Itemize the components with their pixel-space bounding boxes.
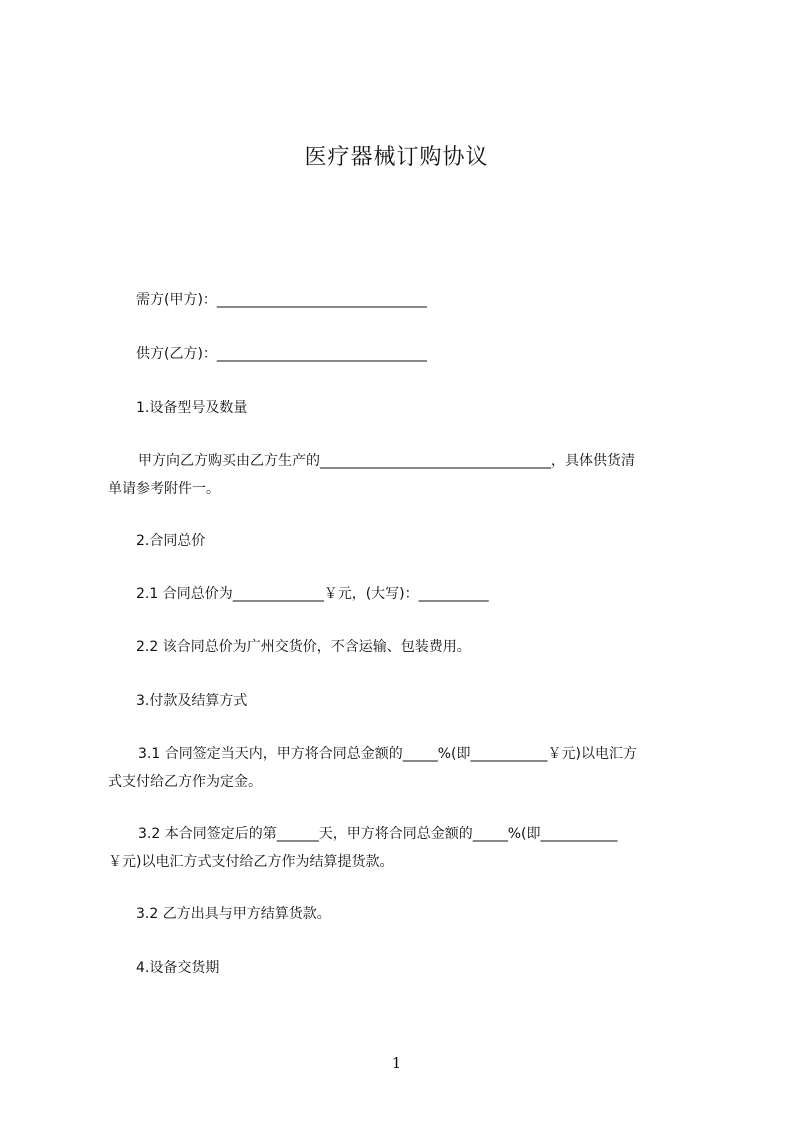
section3-2b-line: 3.2 乙方出具与甲方结算货款。 [136,906,331,922]
section3-2a-row2: ￥元)以电汇方式支付给乙方作为结算提货款。 [108,854,394,870]
section1-paragraph-row2: 单请参考附件一。 [108,481,220,497]
section1-heading: 1.设备型号及数量 [136,400,248,416]
section3-2a-row1: 3.2 本合同签定后的第______天，甲方将合同总金额的_____%(即___________ [138,826,618,842]
section1-paragraph [108,447,708,503]
document-title: 医疗器械订购协议 [304,145,489,170]
section1-paragraph-row1: 甲方向乙方购买由乙方生产的_________________________________，具体供货清 [138,453,635,469]
buyer-line: 需方(甲方)：______________________________ [136,292,427,308]
section2-heading: 2.合同总价 [136,533,206,549]
section3-1-row2: 式支付给乙方作为定金。 [108,774,262,790]
supplier-line: 供方(乙方)：______________________________ [136,346,427,362]
page-number: 1 [391,1054,402,1072]
section2-1-line: 2.1 合同总价为_____________￥元，(大写)：__________ [136,586,489,602]
section3-heading: 3.付款及结算方式 [136,693,248,709]
section4-heading: 4.设备交货期 [136,960,220,976]
section2-2-line: 2.2 该合同总价为广州交货价，不含运输、包装费用。 [136,639,471,655]
section3-1-paragraph [108,740,708,796]
section3-1-row1: 3.1 合同签定当天内，甲方将合同总金额的_____%(即___________￥元)以电汇方 [138,746,637,762]
section3-2a-paragraph [108,820,708,876]
